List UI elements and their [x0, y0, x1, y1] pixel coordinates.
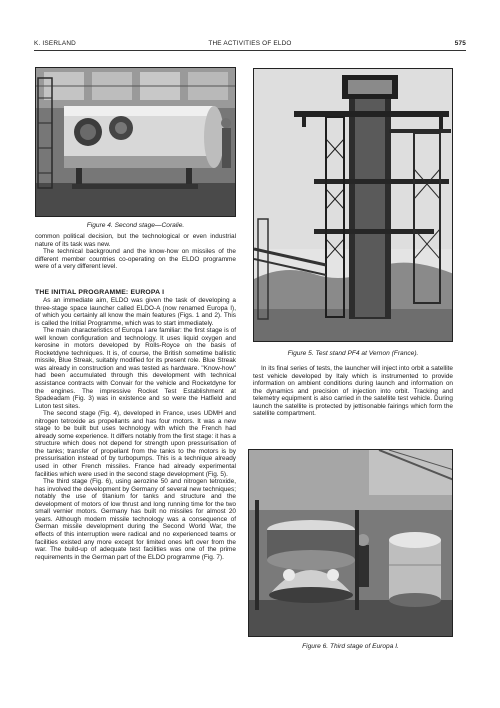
- figure-5-caption: Figure 5. Test stand PF4 at Vernon (France).: [287, 350, 419, 357]
- body-paragraph: As an immediate aim, ELDO was given the task of developing a three-stage space launcher called ELDO-A (now renamed Europa I), of which you certainly all know the main features (Figs. 1 and 2). This is called the Initial Programme, which was to start immediately.: [35, 297, 236, 327]
- page-number: 575: [454, 40, 466, 47]
- left-column-body: [35, 297, 236, 561]
- header-author: K. ISERLAND: [34, 40, 76, 47]
- third-stage-illustration: [249, 450, 453, 637]
- intro-paragraph: The technical background and the know-how on missiles of the different member countries co-operating on the ELDO programme were of a very different level.: [35, 248, 236, 271]
- body-paragraph: In its final series of tests, the launcher will inject into orbit a satellite test vehicle developed by Italy which is instrumented to provide information on ambient conditions during launch and information on the dynamics and precision of injection into orbit. Tracking and telemetry equipment is also carried in the satellite test vehicle. During launch the satellite is protected by jettisonable fairings which form the satellite compartment.: [253, 365, 453, 418]
- figure-4-photo: [35, 67, 236, 217]
- second-stage-illustration: [36, 68, 236, 217]
- figure-5-photo: [253, 68, 453, 342]
- intro-paragraph: common political decision, but the technological or even industrial nature of its task was new.: [35, 233, 236, 248]
- right-column-body: [253, 365, 453, 418]
- figure-6-caption: Figure 6. Third stage of Europa I.: [302, 643, 399, 650]
- test-stand-illustration: [254, 69, 453, 342]
- header-title: THE ACTIVITIES OF ELDO: [208, 40, 292, 47]
- left-column-intro: [35, 233, 236, 271]
- header-rule: [34, 50, 466, 51]
- body-paragraph: The third stage (Fig. 6), using aerozine 50 and nitrogen tetroxide, has involved the development by Germany of several new techniques; notably the use of titanium for tanks and structure and the development of motors of low thrust and long running time for the two small vernier motors. Germany has built no missiles for almost 20 years. Although modern missile technology was a consequence of German missile development during the Second World War, the effects of this interruption were radical and no experienced teams or facilities existed any more except for limited ones left over from the war. The build-up of adequate test facilities was one of the prime requirements in the German part of the ELDO programme (Fig. 7).: [35, 478, 236, 561]
- figure-4-caption: Figure 4. Second stage—Coralie.: [86, 222, 185, 229]
- body-paragraph: The second stage (Fig. 4), developed in France, uses UDMH and nitrogen tetroxide as propellants and has four motors. It was a new stage to be built but uses technology with which the French had already some experience. It differs notably from the first stage: it has a structure which does not depend for strength upon pressurisation of the tanks; transfer of propellant from the tanks to the motors is by pressurisation instead of by turbopumps. This is a technique already used in other French missiles. France had already experimental facilities which were used in the second stage development (Fig. 5).: [35, 410, 236, 478]
- body-paragraph: The main characteristics of Europa I are familiar: the first stage is of well known configuration and technology. It uses liquid oxygen and kerosine in motors developed by Rolls-Royce on the basis of Rocketdyne techniques. It is, of course, the British sometime ballistic missile, Blue Streak, suitably modified for its present role. Blue Streak was already in construction and was tested as hardware. "Know-how" had been accumulated through this development with technical assistance contracts with Convair for the vehicle and Rocketdyne for the engines. The impressive Rocket Test Establishment at Spadeadam (Fig. 3) was in existence and so were the Hatfield and Luton test sites.: [35, 327, 236, 410]
- figure-6-photo: [248, 449, 453, 637]
- section-heading: THE INITIAL PROGRAMME: EUROPA I: [35, 289, 165, 296]
